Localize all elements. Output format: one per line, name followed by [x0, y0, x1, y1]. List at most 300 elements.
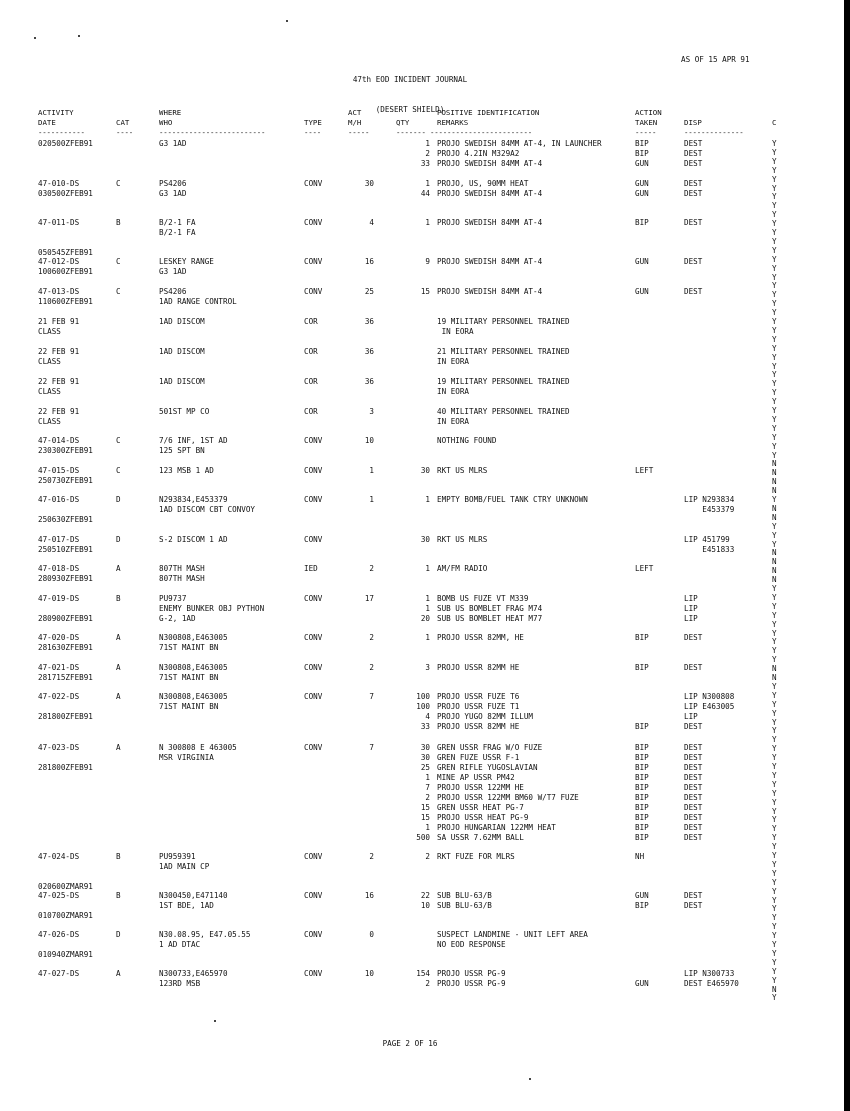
entry-action-taken: BIP — [635, 149, 649, 158]
entry-quantity: 9 — [425, 257, 430, 266]
entry-date: 22 FEB 91 — [38, 407, 80, 416]
rule-cat: ---- — [116, 128, 133, 137]
entry-type: COR — [304, 407, 318, 416]
entry-remarks: SUB US BOMBLET HEAT M77 — [437, 614, 543, 623]
entry-disposition: DEST — [684, 813, 703, 822]
header-qty: QTY — [396, 118, 410, 127]
entry-disposition: DEST — [684, 793, 703, 802]
entry-disposition: LIP N293834 — [684, 495, 735, 504]
entry-remarks: NOTHING FOUND — [437, 436, 497, 445]
entry-man-hours: 1 — [369, 466, 374, 475]
entry-man-hours: 10 — [364, 969, 374, 978]
entry-remarks: PROJO SWEDISH 84MM AT-4 — [437, 189, 543, 198]
entry-man-hours: 2 — [369, 852, 374, 861]
entry-man-hours: 10 — [364, 436, 374, 445]
entry-type: COR — [304, 377, 318, 386]
entry-remarks: 21 MILITARY PERSONNEL TRAINED — [437, 347, 570, 356]
c-flag: Y — [772, 690, 777, 700]
entry-quantity: 30 — [420, 535, 430, 544]
entry-disposition: DEST — [684, 803, 703, 812]
entry-category: D — [116, 930, 121, 939]
entry-quantity: 1 — [425, 594, 430, 603]
entry-date: 281715ZFEB91 — [38, 673, 93, 682]
entry-quantity: 2 — [425, 149, 430, 158]
entry-date: 280900ZFEB91 — [38, 614, 93, 623]
entry-date: 47-023-DS — [38, 743, 80, 752]
entry-category: B — [116, 852, 121, 861]
scan-speck — [34, 37, 36, 39]
c-flag: Y — [772, 957, 777, 967]
entry-category: D — [116, 535, 121, 544]
entry-type: CONV — [304, 436, 323, 445]
entry-date: 280930ZFEB91 — [38, 574, 93, 583]
entry-disposition: DEST E465970 — [684, 979, 739, 988]
c-flag: Y — [772, 913, 777, 923]
entry-type: CONV — [304, 179, 323, 188]
entry-remarks: PROJO SWEDISH 84MM AT-4 — [437, 218, 543, 227]
entry-quantity: 33 — [420, 722, 430, 731]
entry-where-who: 1AD MAIN CP — [159, 862, 210, 871]
entry-type: CONV — [304, 287, 323, 296]
entry-date: 281800ZFEB91 — [38, 763, 93, 772]
entry-disposition: DEST — [684, 783, 703, 792]
c-flag: N — [772, 664, 777, 674]
entry-date: CLASS — [38, 327, 61, 336]
entry-quantity: 2 — [425, 979, 430, 988]
c-flag: Y — [772, 993, 777, 1003]
entry-where-who: PS4206 — [159, 179, 187, 188]
entry-type: CONV — [304, 743, 323, 752]
entry-quantity: 100 — [416, 702, 430, 711]
entry-where-who: B/2-1 FA — [159, 218, 196, 227]
entry-remarks: PROJO USSR 122MM BM60 W/T7 FUZE — [437, 793, 579, 802]
entry-quantity: 22 — [420, 891, 430, 900]
entry-remarks: IN EORA — [437, 417, 470, 426]
c-flag: Y — [772, 886, 777, 896]
entry-remarks: PROJO USSR FUZE T6 — [437, 692, 520, 701]
entry-action-taken: BIP — [635, 722, 649, 731]
entry-remarks: RKT FUZE FOR MLRS — [437, 852, 515, 861]
header-who: WHO — [159, 118, 173, 127]
entry-man-hours: 2 — [369, 663, 374, 672]
entry-quantity: 154 — [416, 969, 430, 978]
entry-quantity: 2 — [425, 852, 430, 861]
entry-quantity: 30 — [420, 753, 430, 762]
entry-where-who: G3 1AD — [159, 139, 187, 148]
entry-type: CONV — [304, 692, 323, 701]
entry-category: A — [116, 692, 121, 701]
entry-remarks: SUB BLU-63/B — [437, 891, 492, 900]
entry-where-who: N300808,E463005 — [159, 663, 228, 672]
c-flag: Y — [772, 610, 777, 620]
entry-action-taken: BIP — [635, 901, 649, 910]
c-flag: Y — [772, 931, 777, 941]
entry-remarks: 19 MILITARY PERSONNEL TRAINED — [437, 317, 570, 326]
c-flag: Y — [772, 637, 777, 647]
entry-remarks: GREN USSR FRAG W/O FUZE — [437, 743, 543, 752]
entry-action-taken: BIP — [635, 823, 649, 832]
c-flag: Y — [772, 192, 777, 202]
c-flag: Y — [772, 414, 777, 424]
entry-man-hours: 30 — [364, 179, 374, 188]
entry-date: 22 FEB 91 — [38, 377, 80, 386]
header-taken: TAKEN — [635, 118, 658, 127]
entry-where-who: 807TH MASH — [159, 564, 205, 573]
entry-remarks: SUB US BOMBLET FRAG M74 — [437, 604, 543, 613]
entry-where-who: N300733,E465970 — [159, 969, 228, 978]
c-flag: Y — [772, 753, 777, 763]
entry-type: CONV — [304, 466, 323, 475]
entry-action-taken: BIP — [635, 763, 649, 772]
entry-remarks: 40 MILITARY PERSONNEL TRAINED — [437, 407, 570, 416]
c-flag: Y — [772, 948, 777, 958]
entry-action-taken: BIP — [635, 663, 649, 672]
entry-type: CONV — [304, 930, 323, 939]
entry-category: A — [116, 633, 121, 642]
scan-speck — [78, 35, 80, 37]
c-flag: Y — [772, 859, 777, 869]
entry-where-who: 123 MSB 1 AD — [159, 466, 214, 475]
entry-date: 100600ZFEB91 — [38, 267, 93, 276]
c-flag: Y — [772, 530, 777, 540]
c-flag: Y — [772, 236, 777, 246]
title-line-2: (DESERT SHIELD) — [375, 105, 445, 114]
c-flag: Y — [772, 423, 777, 433]
entry-remarks: PROJO USSR PG-9 — [437, 969, 506, 978]
entry-remarks: PROJO SWEDISH 84MM AT-4 — [437, 287, 543, 296]
entry-man-hours: 36 — [364, 347, 374, 356]
c-flag: Y — [772, 788, 777, 798]
c-flag: Y — [772, 868, 777, 878]
entry-date: 47-013-DS — [38, 287, 80, 296]
entry-man-hours: 3 — [369, 407, 374, 416]
c-flag: Y — [772, 806, 777, 816]
entry-quantity: 4 — [425, 712, 430, 721]
entry-quantity: 20 — [420, 614, 430, 623]
entry-quantity: 500 — [416, 833, 430, 842]
c-flag: Y — [772, 156, 777, 166]
entry-where-who: 7/6 INF, 1ST AD — [159, 436, 228, 445]
entry-remarks: PROJO YUGO 82MM ILLUM — [437, 712, 534, 721]
entry-date: 010940ZMAR91 — [38, 950, 93, 959]
c-flag: Y — [772, 966, 777, 976]
c-flag: N — [772, 512, 777, 522]
entry-quantity: 1 — [425, 179, 430, 188]
entry-quantity: 2 — [425, 793, 430, 802]
entry-where-who: N 300808 E 463005 — [159, 743, 237, 752]
entry-where-who: MSR VIRGINIA — [159, 753, 214, 762]
entry-remarks: PROJO USSR FUZE T1 — [437, 702, 520, 711]
entry-where-who: N293834,E453379 — [159, 495, 228, 504]
entry-action-taken: GUN — [635, 159, 649, 168]
entry-category: C — [116, 466, 121, 475]
entry-action-taken: BIP — [635, 783, 649, 792]
entry-type: IED — [304, 564, 318, 573]
c-flag: Y — [772, 334, 777, 344]
entry-quantity: 10 — [420, 901, 430, 910]
c-flag: Y — [772, 851, 777, 860]
c-flag: Y — [772, 308, 777, 318]
c-flag: Y — [772, 922, 777, 932]
entry-date: 281630ZFEB91 — [38, 643, 93, 652]
entry-quantity: 25 — [420, 763, 430, 772]
entry-where-who: ENEMY BUNKER OBJ PYTHON — [159, 604, 265, 613]
c-flag: Y — [772, 397, 777, 407]
entry-date: 47-020-DS — [38, 633, 80, 642]
entry-quantity: 1 — [425, 604, 430, 613]
entry-action-taken: GUN — [635, 979, 649, 988]
entry-action-taken: BIP — [635, 743, 649, 752]
entry-action-taken: BIP — [635, 218, 649, 227]
entry-date: 47-027-DS — [38, 969, 80, 978]
entry-type: CONV — [304, 891, 323, 900]
entry-disposition: DEST — [684, 753, 703, 762]
c-flag: Y — [772, 495, 777, 504]
entry-remarks: GREN RIFLE YUGOSLAVIAN — [437, 763, 538, 772]
entry-remarks: IN EORA — [437, 327, 474, 336]
rule-action: ----- — [635, 128, 657, 137]
c-flag: Y — [772, 290, 777, 300]
entry-quantity: 44 — [420, 189, 430, 198]
entry-date: 250730ZFEB91 — [38, 476, 93, 485]
c-flag: N — [772, 575, 777, 585]
c-flag: N — [772, 468, 777, 478]
entry-disposition: LIP — [684, 604, 698, 613]
entry-disposition: DEST — [684, 179, 703, 188]
entry-disposition: LIP — [684, 712, 698, 721]
c-flag: Y — [772, 361, 777, 371]
entry-date: 47-019-DS — [38, 594, 80, 603]
entry-where-who: 71ST MAINT BN — [159, 673, 219, 682]
header-c: C — [772, 118, 777, 127]
entry-type: CONV — [304, 969, 323, 978]
entry-date: 47-026-DS — [38, 930, 80, 939]
entry-date: 47-012-DS — [38, 257, 80, 266]
c-flag: Y — [772, 379, 777, 389]
c-flag: Y — [772, 406, 777, 415]
entry-disposition: LIP 451799 — [684, 535, 730, 544]
entry-date: 21 FEB 91 — [38, 317, 80, 326]
entry-date: 47-014-DS — [38, 436, 80, 445]
entry-category: B — [116, 891, 121, 900]
c-flag: Y — [772, 717, 777, 727]
entry-category: C — [116, 179, 121, 188]
c-flag: Y — [772, 975, 777, 985]
entry-man-hours: 0 — [369, 930, 374, 939]
entry-date: 22 FEB 91 — [38, 347, 80, 356]
c-flag: Y — [772, 539, 777, 549]
entry-man-hours: 17 — [364, 594, 374, 603]
c-flag: Y — [772, 219, 777, 229]
entry-type: CONV — [304, 663, 323, 672]
entry-category: A — [116, 743, 121, 752]
entry-quantity: 15 — [420, 287, 430, 296]
c-flag: Y — [772, 735, 777, 745]
entry-man-hours: 2 — [369, 564, 374, 573]
entry-date: 47-024-DS — [38, 852, 80, 861]
entry-disposition: DEST — [684, 149, 703, 158]
entry-action-taken: BIP — [635, 793, 649, 802]
entry-quantity: 1 — [425, 139, 430, 148]
entry-remarks: PROJO HUNGARIAN 122MM HEAT — [437, 823, 556, 832]
entry-disposition: LIP — [684, 594, 698, 603]
c-flag: Y — [772, 263, 777, 273]
entry-category: C — [116, 257, 121, 266]
entry-quantity: 15 — [420, 813, 430, 822]
entry-remarks: GREN FUZE USSR F-1 — [437, 753, 520, 762]
entry-date: 47-017-DS — [38, 535, 80, 544]
header-remarks: REMARKS — [437, 118, 469, 127]
c-flag: Y — [772, 325, 777, 335]
entry-remarks: SA USSR 7.62MM BALL — [437, 833, 524, 842]
entry-category: A — [116, 663, 121, 672]
entry-remarks: RKT US MLRS — [437, 535, 488, 544]
entry-man-hours: 7 — [369, 743, 374, 752]
entry-disposition: DEST — [684, 633, 703, 642]
entry-remarks: PROJO USSR PG-9 — [437, 979, 506, 988]
entry-where-who: 807TH MASH — [159, 574, 205, 583]
entry-quantity: 100 — [416, 692, 430, 701]
entry-remarks: PROJO USSR HEAT PG-9 — [437, 813, 529, 822]
entry-type: CONV — [304, 257, 323, 266]
c-flag: N — [772, 984, 777, 994]
entry-remarks: PROJO USSR 82MM HE — [437, 663, 520, 672]
entry-man-hours: 36 — [364, 377, 374, 386]
entry-disposition: DEST — [684, 159, 703, 168]
scan-speck — [529, 1078, 531, 1080]
entry-where-who: S-2 DISCOM 1 AD — [159, 535, 228, 544]
entry-man-hours: 2 — [369, 633, 374, 642]
entry-where-who: 71ST MAINT BN — [159, 643, 219, 652]
entry-disposition: DEST — [684, 722, 703, 731]
entry-disposition: DEST — [684, 743, 703, 752]
entry-quantity: 1 — [425, 773, 430, 782]
entry-remarks: IN EORA — [437, 357, 470, 366]
entry-remarks: MINE AP USSR PM42 — [437, 773, 515, 782]
entry-man-hours: 16 — [364, 257, 374, 266]
c-flag: Y — [772, 619, 777, 629]
c-flag: Y — [772, 245, 777, 255]
entry-remarks: BOMB US FUZE VT M339 — [437, 594, 529, 603]
entry-action-taken: BIP — [635, 773, 649, 782]
entry-quantity: 15 — [420, 803, 430, 812]
entry-where-who: G-2, 1AD — [159, 614, 196, 623]
entry-date: 47-010-DS — [38, 179, 80, 188]
entry-action-taken: GUN — [635, 891, 649, 900]
rule-date: ----------- — [38, 128, 85, 137]
entry-date: 47-011-DS — [38, 218, 80, 227]
entry-disposition: DEST — [684, 663, 703, 672]
entry-date: 47-018-DS — [38, 564, 80, 573]
c-flag: N — [772, 548, 777, 558]
entry-date: 250630ZFEB91 — [38, 515, 93, 524]
c-flag: Y — [772, 183, 777, 193]
entry-date: 47-021-DS — [38, 663, 80, 672]
rule-mh: ----- — [348, 128, 370, 137]
entry-action-taken: LEFT — [635, 466, 654, 475]
entry-remarks: PROJO SWEDISH 84MM AT-4, IN LAUNCHER — [437, 139, 602, 148]
c-flag: Y — [772, 601, 777, 611]
entry-where-who: 71ST MAINT BN — [159, 702, 219, 711]
entry-disposition: E453379 — [684, 505, 735, 514]
entry-action-taken: GUN — [635, 179, 649, 188]
entry-where-who: PS4206 — [159, 287, 187, 296]
entry-date: 010700ZMAR91 — [38, 911, 93, 920]
entry-quantity: 1 — [425, 495, 430, 504]
entry-type: COR — [304, 317, 318, 326]
entry-date: 020500ZFEB91 — [38, 139, 93, 148]
entry-date: 47-016-DS — [38, 495, 80, 504]
entry-disposition: DEST — [684, 773, 703, 782]
c-flag: Y — [772, 281, 777, 291]
entry-disposition: DEST — [684, 833, 703, 842]
header-cat: CAT — [116, 118, 130, 127]
c-flag: Y — [772, 210, 777, 220]
entry-date: 281800ZFEB91 — [38, 712, 93, 721]
c-flag: Y — [772, 895, 777, 905]
c-flag: Y — [772, 628, 777, 638]
entry-disposition: DEST — [684, 763, 703, 772]
c-flag: Y — [772, 904, 777, 914]
entry-remarks: IN EORA — [437, 387, 470, 396]
entry-remarks: RKT US MLRS — [437, 466, 488, 475]
rule-disp: -------------- — [684, 128, 744, 137]
entry-man-hours: 1 — [369, 495, 374, 504]
header-action: ACTION — [635, 108, 662, 117]
header-activity: ACTIVITY — [38, 108, 74, 117]
entry-where-who: 123RD MSB — [159, 979, 201, 988]
entry-man-hours: 36 — [364, 317, 374, 326]
c-flag: Y — [772, 370, 777, 380]
entry-disposition: DEST — [684, 823, 703, 832]
entry-where-who: 1AD RANGE CONTROL — [159, 297, 237, 306]
c-flag: Y — [772, 655, 777, 665]
entry-remarks: PROJO SWEDISH 84MM AT-4 — [437, 159, 543, 168]
c-flag: Y — [772, 521, 777, 531]
entry-date: 030500ZFEB91 — [38, 189, 93, 198]
c-flag: Y — [772, 352, 777, 362]
entry-quantity: 1 — [425, 633, 430, 642]
entry-where-who: 501ST MP CO — [159, 407, 210, 416]
entry-category: D — [116, 495, 121, 504]
entry-category: C — [116, 436, 121, 445]
c-flag: N — [772, 566, 777, 576]
c-flag: Y — [772, 441, 777, 451]
entry-disposition: LIP N300733 — [684, 969, 735, 978]
entry-category: B — [116, 218, 121, 227]
entry-remarks: PROJO USSR 82MM, HE — [437, 633, 524, 642]
entry-action-taken: BIP — [635, 139, 649, 148]
entry-action-taken: BIP — [635, 803, 649, 812]
entry-remarks: PROJO USSR 122MM HE — [437, 783, 524, 792]
entry-disposition: DEST — [684, 891, 703, 900]
entry-disposition: LIP — [684, 614, 698, 623]
c-flag: Y — [772, 299, 777, 309]
header-type: TYPE — [304, 118, 322, 127]
entry-where-who: PU959391 — [159, 852, 196, 861]
entry-action-taken: GUN — [635, 189, 649, 198]
c-flag: Y — [772, 450, 777, 460]
c-flag: Y — [772, 744, 777, 754]
entry-date: CLASS — [38, 387, 61, 396]
entry-man-hours: 25 — [364, 287, 374, 296]
c-flag: Y — [772, 584, 777, 593]
entry-where-who: N300808,E463005 — [159, 692, 228, 701]
journal-title — [0, 55, 820, 125]
entry-where-who: N300450,E471140 — [159, 891, 228, 900]
entry-disposition: E451833 — [684, 545, 735, 554]
entry-disposition: DEST — [684, 257, 703, 266]
